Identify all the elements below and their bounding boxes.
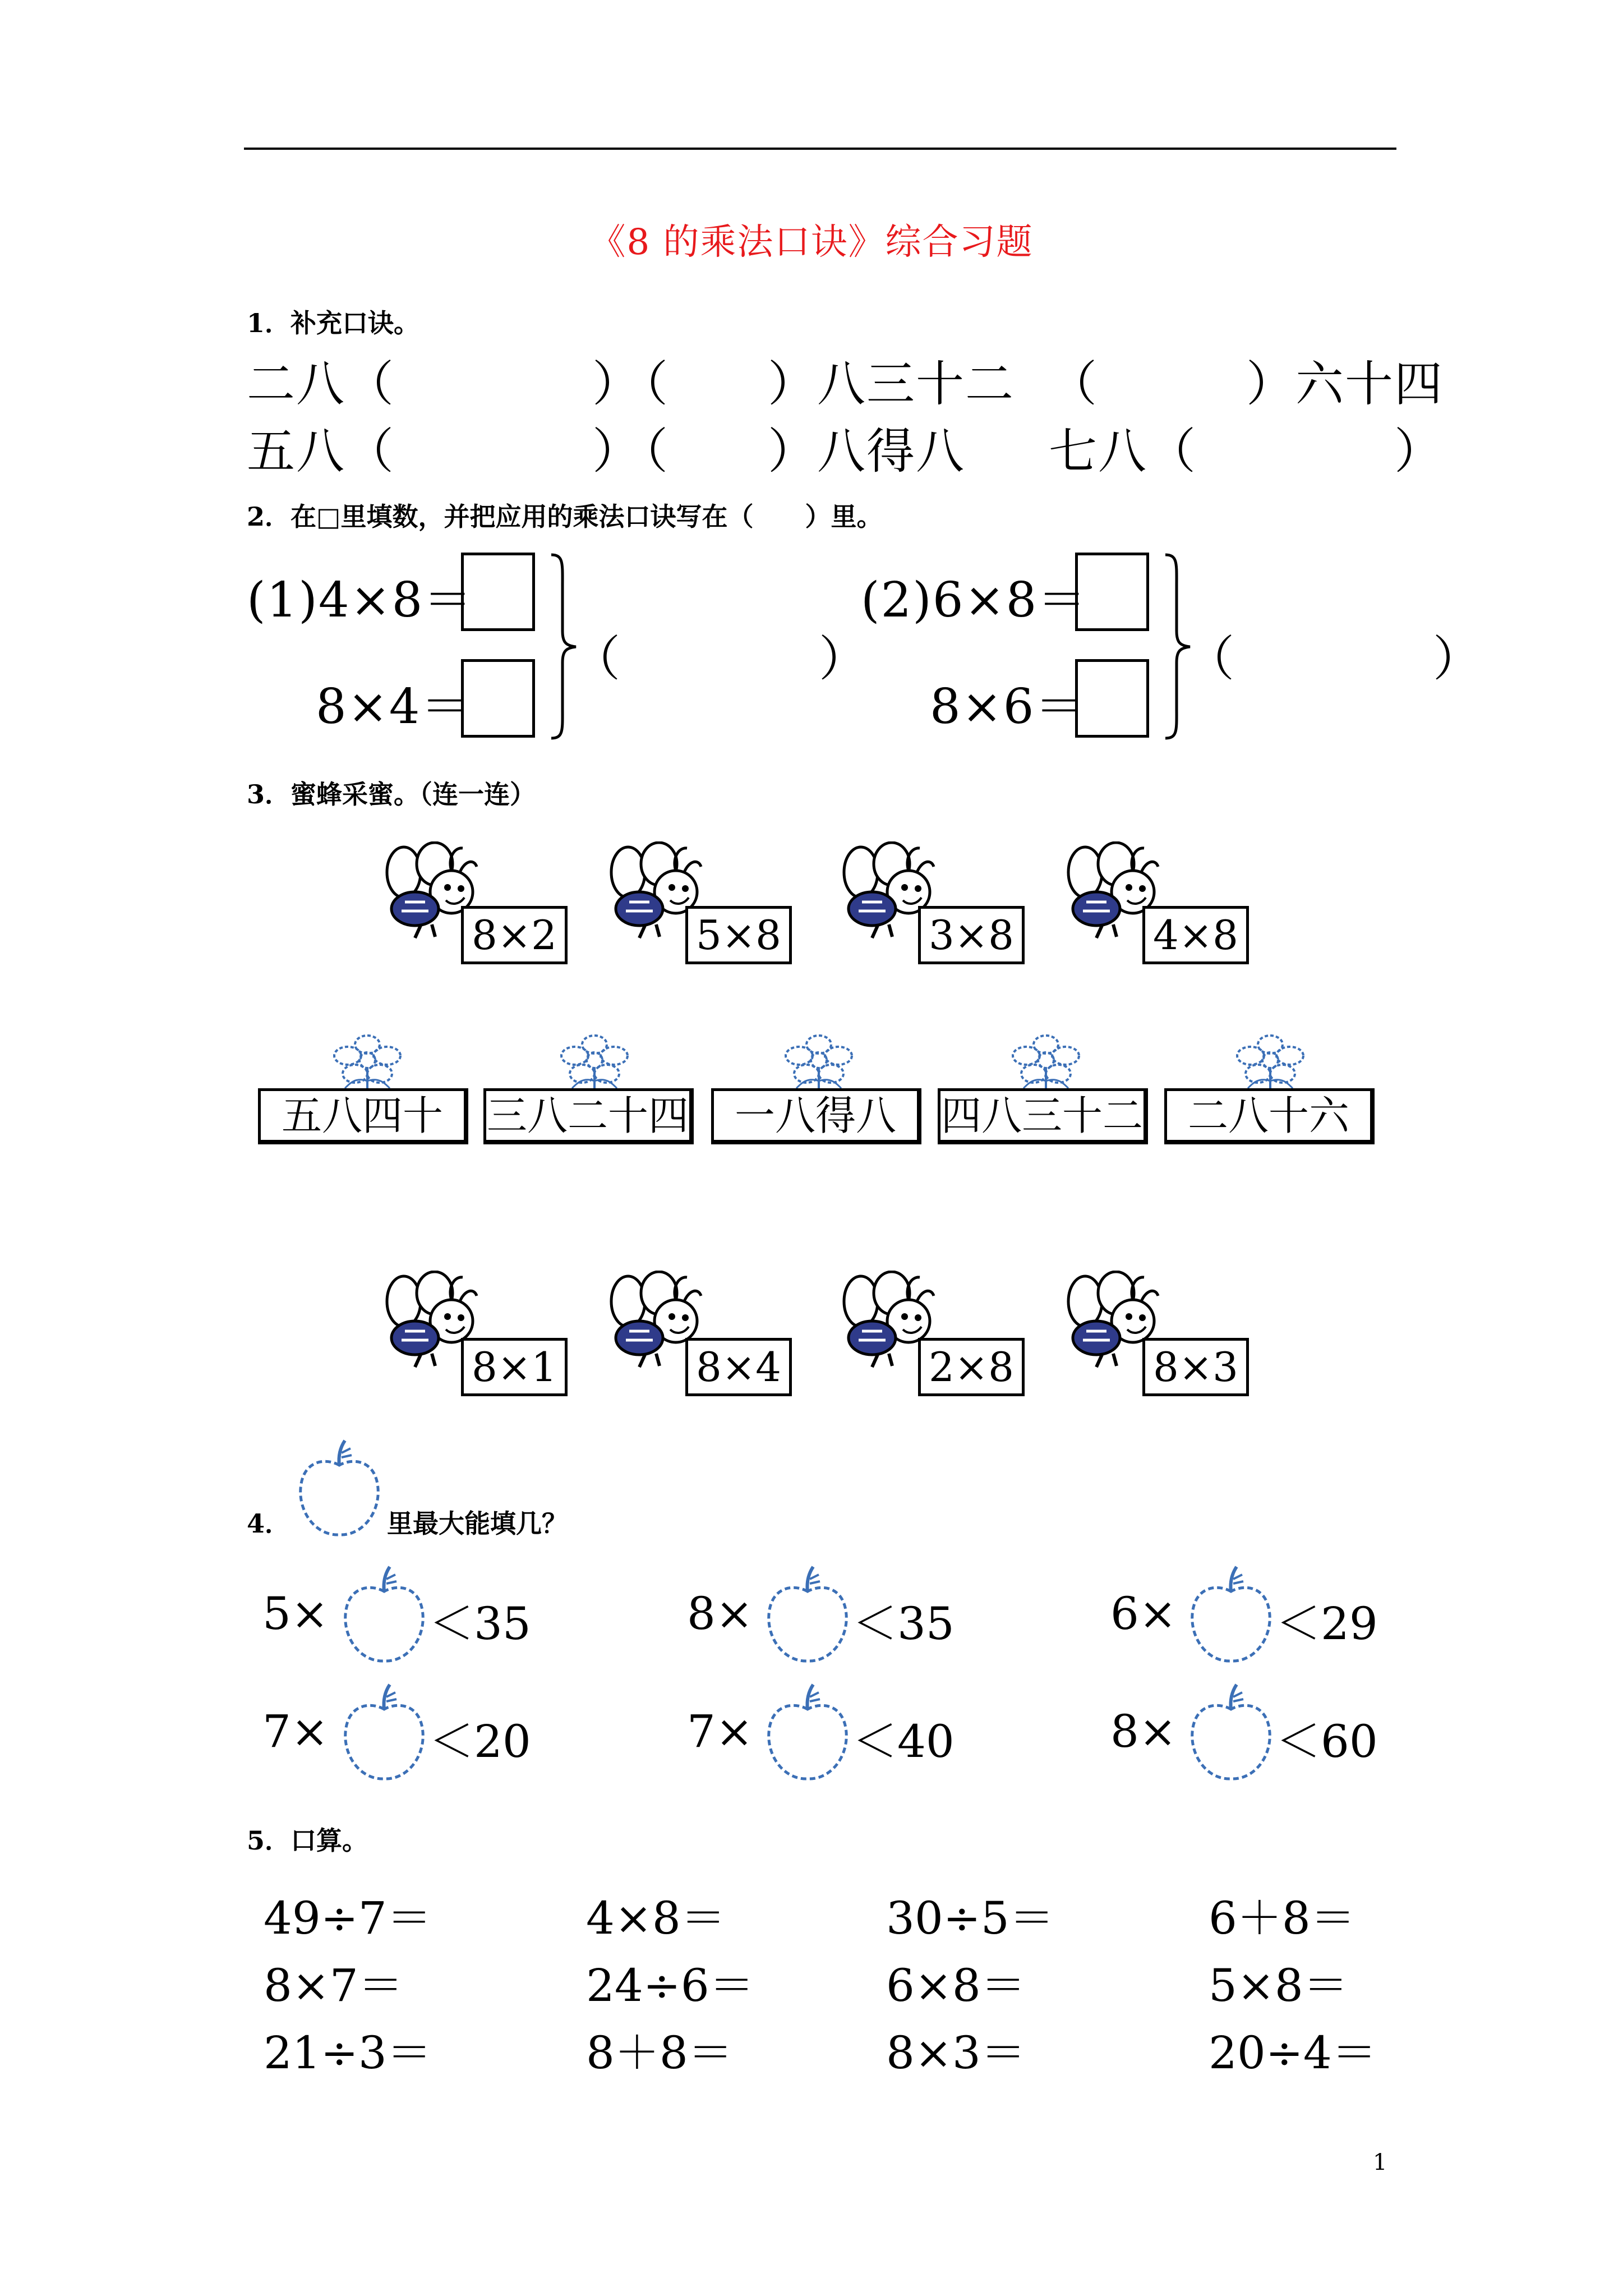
flower-icon <box>317 1033 418 1089</box>
bee-bottom-label-4[interactable]: 8×3 <box>1142 1338 1249 1396</box>
q5-r3-c1: 21÷3＝ <box>264 2027 432 2079</box>
q5-r1-c4: 6＋8＝ <box>1209 1892 1355 1944</box>
q5-r1-c1: 49÷7＝ <box>264 1892 432 1944</box>
q4-heading-number: 4． <box>247 1508 291 1539</box>
q5-r3-c4: 20÷4＝ <box>1209 2027 1377 2079</box>
q4-r1-right-2: ＜35 <box>852 1598 955 1650</box>
q5-heading: 5．口算。 <box>247 1825 368 1856</box>
apple-icon[interactable] <box>763 1562 852 1669</box>
flower-label-2[interactable]: 三八二十四 <box>483 1088 694 1144</box>
flower-icon <box>768 1033 869 1089</box>
q1-heading: 1．补充口诀。 <box>247 308 420 338</box>
q1-item-6: 七八（ ） <box>1049 424 1444 480</box>
q2-heading: 2．在□里填数，并把应用的乘法口诀写在（ ）里。 <box>247 501 883 532</box>
q1-item-4: 五八（ ） <box>247 424 642 480</box>
flower-label-5[interactable]: 二八十六 <box>1164 1088 1375 1144</box>
bee-top-label-1[interactable]: 8×2 <box>461 906 568 964</box>
q2-p2-eq2: 8×6＝ <box>930 679 1085 735</box>
q4-r2-left-2: 7× <box>687 1705 753 1757</box>
q4-r1-right-1: ＜35 <box>429 1598 531 1650</box>
q4-r2-left-1: 7× <box>262 1705 329 1757</box>
header-rule <box>244 148 1396 150</box>
q5-r3-c3: 8×3＝ <box>886 2027 1026 2079</box>
q1-item-5: （ ）八得八 <box>620 424 965 480</box>
q3-heading: 3．蜜蜂采蜜。（连一连） <box>247 779 536 809</box>
q5-r2-c2: 24÷6＝ <box>586 1959 754 2012</box>
q4-r1-left-3: 6× <box>1110 1588 1177 1640</box>
q4-r2-left-3: 8× <box>1110 1705 1177 1757</box>
flower-icon <box>544 1033 645 1089</box>
apple-icon[interactable] <box>763 1680 852 1787</box>
q2-p2-answer-box-2[interactable] <box>1075 659 1149 738</box>
bee-top-label-2[interactable]: 5×8 <box>685 906 792 964</box>
apple-icon[interactable] <box>1186 1562 1276 1669</box>
q2-p1-answer-box-1[interactable] <box>461 553 535 631</box>
q2-p2-eq1: (2)6×8＝ <box>861 572 1087 628</box>
flower-label-4[interactable]: 四八三十二 <box>938 1088 1148 1144</box>
apple-icon[interactable] <box>339 1562 429 1669</box>
flower-label-3[interactable]: 一八得八 <box>711 1088 921 1144</box>
page-title: 《8 的乘法口诀》综合习题 <box>589 222 1034 263</box>
q5-r1-c3: 30÷5＝ <box>886 1892 1054 1944</box>
q4-r2-right-2: ＜40 <box>852 1715 955 1768</box>
apple-icon <box>294 1436 384 1543</box>
bee-top-label-3[interactable]: 3×8 <box>918 906 1025 964</box>
apple-icon[interactable] <box>1186 1680 1276 1787</box>
q4-r1-right-3: ＜29 <box>1276 1598 1378 1650</box>
bee-bottom-label-2[interactable]: 8×4 <box>685 1338 792 1396</box>
bee-bottom-label-3[interactable]: 2×8 <box>918 1338 1025 1396</box>
q4-r1-left-2: 8× <box>687 1588 753 1640</box>
q5-r3-c2: 8＋8＝ <box>586 2027 733 2079</box>
q2-p2-rhyme-paren[interactable]: （ ） <box>1186 631 1482 687</box>
q4-r2-right-3: ＜60 <box>1276 1715 1378 1768</box>
q2-p2-answer-box-1[interactable] <box>1075 553 1149 631</box>
flower-label-1[interactable]: 五八四十 <box>258 1088 468 1144</box>
q4-r2-right-1: ＜20 <box>429 1715 531 1768</box>
flower-icon <box>995 1033 1096 1089</box>
q4-r1-left-1: 5× <box>262 1588 329 1640</box>
q2-p1-eq2: 8×4＝ <box>316 679 471 735</box>
q1-item-1: 二八（ ） <box>247 356 642 412</box>
q5-r1-c2: 4×8＝ <box>586 1892 726 1944</box>
page-number: 1 <box>1373 2150 1387 2175</box>
q2-p1-eq1: (1)4×8＝ <box>247 572 473 628</box>
q4-heading-text: 里最大能填几？ <box>387 1508 568 1539</box>
apple-icon[interactable] <box>339 1680 429 1787</box>
q5-r2-c3: 6×8＝ <box>886 1959 1026 2012</box>
q1-item-3: （ ）六十四 <box>1049 356 1444 412</box>
flower-icon <box>1220 1033 1321 1089</box>
q5-r2-c1: 8×7＝ <box>264 1959 403 2012</box>
q2-p1-rhyme-paren[interactable]: （ ） <box>572 631 868 687</box>
bee-top-label-4[interactable]: 4×8 <box>1142 906 1249 964</box>
q1-item-2: （ ）八三十二 <box>620 356 1015 412</box>
bee-bottom-label-1[interactable]: 8×1 <box>461 1338 568 1396</box>
q2-p1-answer-box-2[interactable] <box>461 659 535 738</box>
q5-r2-c4: 5×8＝ <box>1209 1959 1348 2012</box>
